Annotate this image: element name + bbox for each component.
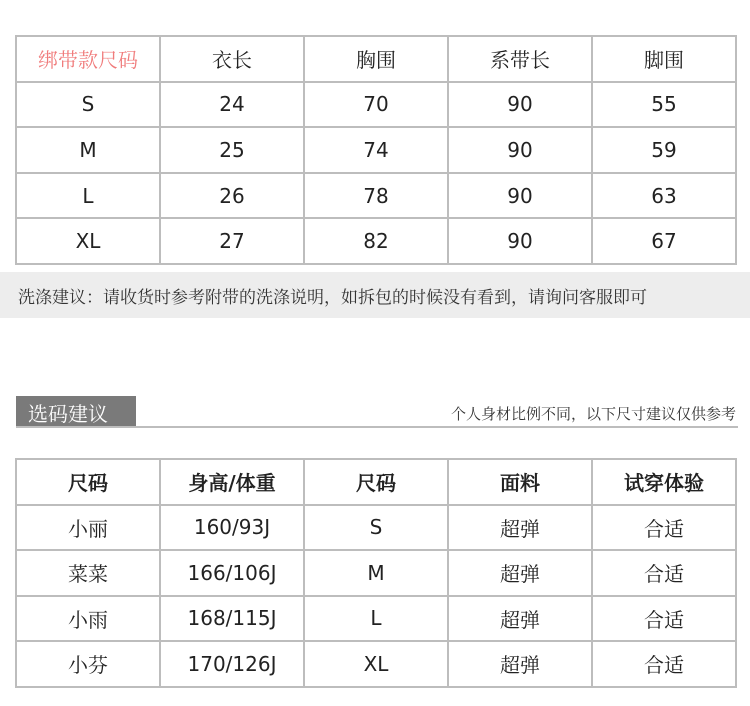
- recommend-header-row: [16, 459, 736, 505]
- table-cell: 菜菜: [16, 550, 160, 596]
- recommend-header-cell: 面料: [448, 459, 592, 505]
- table-row: [16, 82, 736, 128]
- table-row: [16, 218, 736, 264]
- table-cell: 166/106J: [160, 550, 304, 596]
- size-header-cell: 胸围: [304, 36, 448, 82]
- table-cell: 78: [304, 173, 448, 219]
- table-row: [16, 505, 736, 551]
- table-cell: 170/126J: [160, 641, 304, 687]
- table-cell: 超弹: [448, 550, 592, 596]
- table-cell: 168/115J: [160, 596, 304, 642]
- table-cell: 27: [160, 218, 304, 264]
- size-recommend-table: [15, 458, 737, 688]
- table-cell: 70: [304, 82, 448, 128]
- table-cell: 63: [592, 173, 736, 219]
- size-header-cell: 衣长: [160, 36, 304, 82]
- recommend-header-cell: 试穿体验: [592, 459, 736, 505]
- recommend-header-cell: 身高/体重: [160, 459, 304, 505]
- table-cell: M: [304, 550, 448, 596]
- table-row: [16, 596, 736, 642]
- table-cell: 59: [592, 127, 736, 173]
- table-cell: M: [16, 127, 160, 173]
- table-cell: 82: [304, 218, 448, 264]
- table-cell: 74: [304, 127, 448, 173]
- size-header-cell: 系带长: [448, 36, 592, 82]
- size-chart-header-row: [16, 36, 736, 82]
- table-cell: 超弹: [448, 641, 592, 687]
- size-header-cell: 脚围: [592, 36, 736, 82]
- table-cell: 合适: [592, 641, 736, 687]
- table-cell: 90: [448, 127, 592, 173]
- table-cell: 小芬: [16, 641, 160, 687]
- recommend-title: 选码建议: [28, 402, 108, 426]
- table-row: [16, 173, 736, 219]
- table-cell: L: [16, 173, 160, 219]
- table-cell: 160/93J: [160, 505, 304, 551]
- recommend-note: 个人身材比例不同，以下尺寸建议仅供参考: [450, 405, 736, 423]
- recommend-title-box: [16, 396, 136, 426]
- recommend-header-cell: 尺码: [16, 459, 160, 505]
- table-row: [16, 127, 736, 173]
- size-chart-table: [15, 35, 737, 265]
- table-cell: 超弹: [448, 505, 592, 551]
- table-cell: 26: [160, 173, 304, 219]
- table-row: [16, 641, 736, 687]
- table-cell: 90: [448, 82, 592, 128]
- table-cell: XL: [16, 218, 160, 264]
- table-row: [16, 550, 736, 596]
- table-cell: 合适: [592, 505, 736, 551]
- table-cell: 90: [448, 173, 592, 219]
- table-cell: S: [304, 505, 448, 551]
- table-cell: 90: [448, 218, 592, 264]
- table-cell: S: [16, 82, 160, 128]
- table-cell: 超弹: [448, 596, 592, 642]
- size-header-cell: 绑带款尺码: [16, 36, 160, 82]
- table-cell: 55: [592, 82, 736, 128]
- table-cell: 小雨: [16, 596, 160, 642]
- table-cell: L: [304, 596, 448, 642]
- table-cell: 25: [160, 127, 304, 173]
- wash-note-bar: [0, 272, 750, 318]
- table-cell: XL: [304, 641, 448, 687]
- table-cell: 合适: [592, 550, 736, 596]
- table-cell: 67: [592, 218, 736, 264]
- table-cell: 合适: [592, 596, 736, 642]
- table-cell: 24: [160, 82, 304, 128]
- table-cell: 小丽: [16, 505, 160, 551]
- recommend-divider: [16, 426, 738, 428]
- recommend-header-cell: 尺码: [304, 459, 448, 505]
- wash-note-text: 洗涤建议：请收货时参考附带的洗涤说明，如拆包的时候没有看到，请询问客服即可: [18, 288, 647, 308]
